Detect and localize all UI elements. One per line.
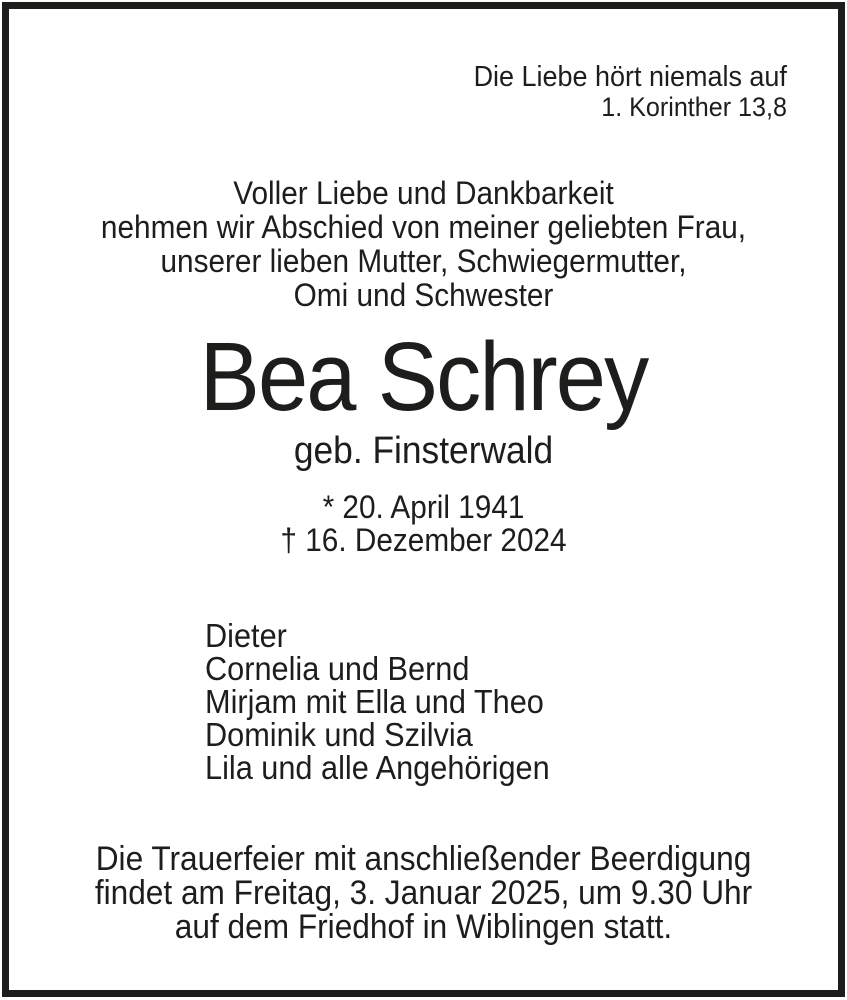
intro-line: unserer lieben Mutter, Schwiegermutter, [160,243,687,279]
death-date-line [30,524,818,557]
funeral-announcement [30,842,818,944]
life-dates [30,491,818,557]
intro-line: nehmen wir Abschied von meiner geliebten Frau, [100,209,747,245]
funeral-line: Die Trauerfeier mit anschließender Beerdigung [95,840,752,878]
intro-line: Omi und Schwester [293,277,554,313]
mourner-name: Mirjam mit Ella und Theo [205,683,544,720]
birth-date-line [30,491,818,524]
deceased-maiden-name: geb. Finsterwald [293,430,554,472]
deceased-name: Bea Schrey [199,322,648,431]
epigraph-quote: Die Liebe hört niemals auf [473,61,787,93]
death-symbol: † [280,522,297,558]
mourner-name: Lila und alle Angehörigen [205,749,550,786]
intro-text [30,176,818,312]
epigraph-source: 1. Korinther 13,8 [601,92,787,122]
death-date: 16. Dezember 2024 [305,522,567,558]
epigraph [474,62,787,122]
intro-line: Voller Liebe und Dankbarkeit [233,175,614,211]
mourner-name: Cornelia und Bernd [205,650,470,687]
funeral-line: auf dem Friedhof in Wiblingen statt. [174,908,673,946]
funeral-line: findet am Freitag, 3. Januar 2025, um 9.30 Uhr [94,874,753,912]
birth-symbol: * [322,489,335,525]
birth-date: 20. April 1941 [342,489,525,525]
mourner-name: Dominik und Szilvia [205,716,473,753]
mourners-list [205,619,550,784]
mourner-name: Dieter [205,617,287,654]
